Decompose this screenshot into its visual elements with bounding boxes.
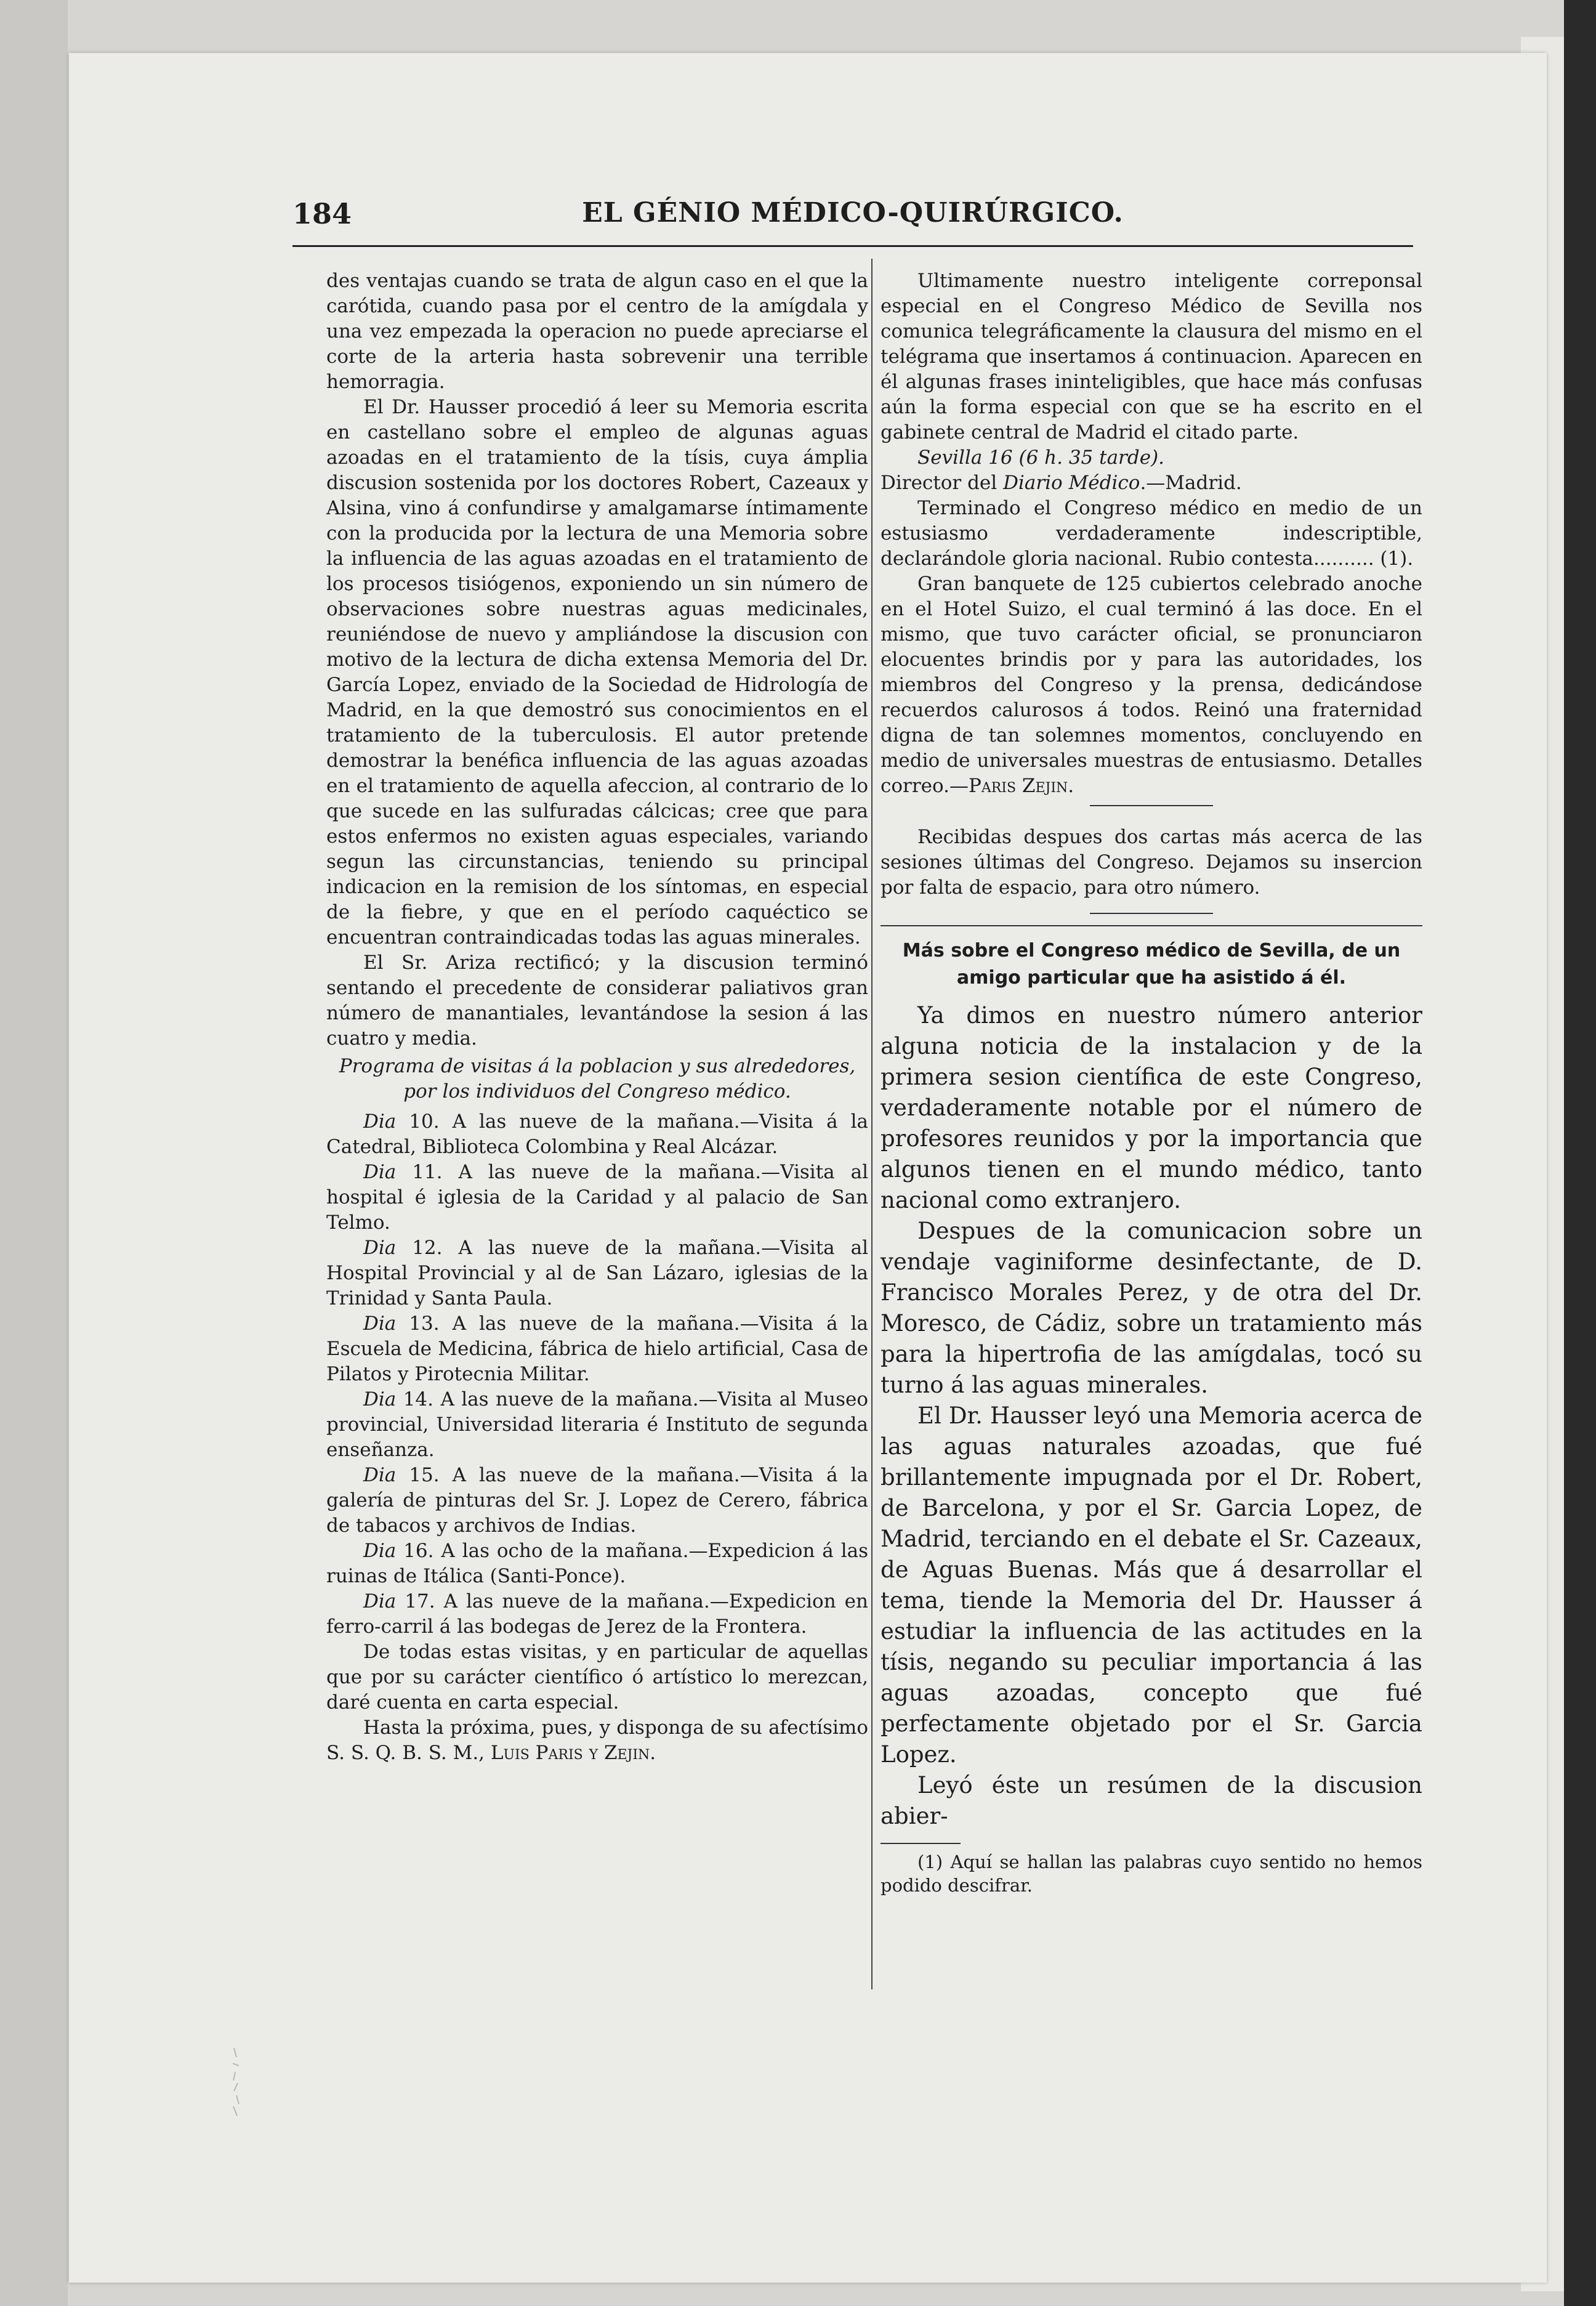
paragraph: El Sr. Ariza rectificó; y la discusion terminó sentando el precedente de considerar paliativos gran número de manantiales, levantándose la sesion á las cuatro y media. (326, 952, 868, 1050)
intro-paragraph: Ultimamente nuestro inteligente correponsal especial en el Congreso Médico de Sevilla nos comunica telegráficamente la clausura del mismo en el telégrama que insertamos á continuacion. Aparecen en él algunas frases ininteligibles, que hace más confusas aún la forma especial con que se ha escrito en el gabinete central de Madrid el citado parte. (881, 270, 1422, 443)
day-number: 16. (403, 1540, 434, 1562)
telegram-date: Sevilla 16 (6 h. 35 tarde). (917, 447, 1165, 469)
section-title: Más sobre el Congreso médico de Sevilla, de un amigo particular que ha asistido á él. (902, 940, 1401, 989)
program-day-12 (326, 1236, 868, 1311)
day-text: A las nueve de la mañana.—Visita á la Escuela de Medicina, fábrica de hielo artificial, Casa de Pilatos y Pirotecnia Militar. (326, 1313, 868, 1385)
closing-line (326, 1715, 868, 1766)
telegram-text: Gran banquete de 125 cubiertos celebrado anoche en el Hotel Suizo, el cual terminó á las doce. En el mismo, que tuvo carácter oficial, se pronunciaron elocuentes brindis por y para las autoridades, los miembros del Congreso y la prensa, dedicándose recuerdos calurosos á todos. Reinó una fraternidad digna de tan solemnes momentos, concluyendo en medio de universales muestras de entusiasmo. Detalles correo.— (881, 573, 1422, 797)
journal-title: EL GÉNIO MÉDICO-QUIRÚRGICO. (582, 197, 1124, 229)
paragraph: De todas estas visitas, y en particular de aquellas que por su carácter científico ó artístico lo merezcan, daré cuenta en carta especial. (326, 1641, 868, 1713)
program-day-15 (326, 1463, 868, 1539)
page-header (292, 197, 1413, 238)
day-number: 15. (409, 1464, 440, 1486)
program-day-14 (326, 1387, 868, 1463)
day-text: A las nueve de la mañana.—Expedicion en ferro-carril á las bodegas de Jerez de la Frontera. (326, 1590, 868, 1638)
scan-left-margin (0, 0, 68, 2306)
day-number: 12. (412, 1237, 443, 1259)
day-text: A las ocho de la mañana.—Expedicion á las ruinas de Itálica (Santi-Ponce). (326, 1540, 868, 1587)
telegram-paragraph (881, 572, 1422, 799)
day-number: 13. (409, 1313, 440, 1335)
footnote-rule (881, 1843, 961, 1844)
day-number: 10. (409, 1111, 440, 1133)
program-title: Programa de visitas á la poblacion y sus alrededores, por los individuos del Congreso médico. (339, 1055, 856, 1102)
right-column (881, 269, 1422, 1897)
telegram-signature: Paris Zejin. (968, 775, 1074, 797)
paragraph: des ventajas cuando se trata de algun caso en el que la carótida, cuando pasa por el centro de la amígdala y una vez empezada la operacion no puede apreciarse el corte de la arteria hasta sobrevenir una terrible hemorragia. (326, 270, 868, 393)
day-label: Dia (363, 1237, 397, 1259)
day-label: Dia (363, 1388, 397, 1410)
column-divider (871, 259, 873, 1989)
scan-right-border (1564, 0, 1596, 2306)
day-number: 14. (403, 1388, 434, 1410)
day-text: A las nueve de la mañana.—Visita á la galería de pinturas del Sr. J. Lopez de Cerero, fábrica de tabacos y archivos de Indias. (326, 1464, 868, 1537)
section-rule (881, 925, 1422, 926)
received-note: Recibidas despues dos cartas más acerca de las sesiones últimas del Congreso. Dejamos su insercion por falta de espacio, para otro número. (881, 826, 1422, 899)
day-label: Dia (363, 1464, 397, 1486)
ink-mark (228, 2045, 252, 2119)
section-paragraph: Ya dimos en nuestro número anterior alguna noticia de la instalacion y de la primera sesion científica de este Congreso, verdaderamente notable por el número de profesores reunidos y por la importancia que algunos tienen en el mundo médico, tanto nacional como extranjero. (881, 1002, 1422, 1213)
page-number: 184 (292, 197, 352, 230)
header-rule (292, 245, 1413, 247)
program-day-13 (326, 1311, 868, 1387)
day-label: Dia (363, 1111, 397, 1133)
addressee-suffix: .—Madrid. (1140, 472, 1242, 494)
program-day-17 (326, 1589, 868, 1640)
day-number: 17. (405, 1590, 435, 1612)
left-column (326, 269, 868, 1766)
section-paragraph: El Dr. Hausser leyó una Memoria acerca de las aguas naturales azoadas, que fué brillantemente impugnada por el Dr. Robert, de Barcelona, y por el Sr. Garcia Lopez, de Madrid, terciando en el debate el Sr. Cazeaux, de Aguas Buenas. Más que á desarrollar el tema, tiende la Memoria del Dr. Hausser á estudiar la influencia de las actitudes en la tísis, negando su peculiar importancia á las aguas azoadas, concepto que fué perfectamente objetado por el Sr. Garcia Lopez. (881, 1402, 1422, 1768)
day-text: A las nueve de la mañana.—Visita al hospital é iglesia de la Caridad y al palacio de San Telmo. (326, 1161, 868, 1234)
day-label: Dia (363, 1590, 397, 1612)
program-day-10 (326, 1109, 868, 1160)
section-paragraph: Despues de la comunicacion sobre un vendaje vaginiforme desinfectante, de D. Francisco Morales Perez, y de otra del Dr. Moresco, de Cádiz, sobre un tratamiento más para la hipertrofia de las amígdalas, tocó su turno á las aguas minerales. (881, 1218, 1422, 1398)
day-text: A las nueve de la mañana.—Visita á la Catedral, Biblioteca Colombina y Real Alcázar. (326, 1111, 868, 1158)
day-label: Dia (363, 1313, 397, 1335)
day-label: Dia (363, 1161, 397, 1183)
section-paragraph: Leyó éste un resúmen de la discusion abier- (881, 1772, 1422, 1829)
separator-rule (1090, 913, 1213, 914)
day-text: A las nueve de la mañana.—Visita al Hospital Provincial y al de San Lázaro, iglesias de la Trinidad y Santa Paula. (326, 1237, 868, 1309)
paragraph: El Dr. Hausser procedió á leer su Memoria escrita en castellano sobre el empleo de algunas aguas azoadas en el tratamiento de la tísis, cuya ámplia discusion sostenida por los doctores Robert, Cazeaux y Alsina, vino á confundirse y amalgamarse íntimamente con la producida por la lectura de una Memoria sobre la influencia de las aguas azoadas en el tratamiento de los procesos tisiógenos, exponiendo un sin número de observaciones sobre nuestras aguas medicinales, reuniéndose de nuevo y ampliándose la discusion con motivo de la lectura de dicha extensa Memoria del Dr. García Lopez, enviado de la Sociedad de Hidrología de Madrid, en la que demostró sus conocimientos en el tratamiento de la tuberculosis. El autor pretende demostrar la benéfica influencia de las aguas azoadas en el tratamiento de aquella afeccion, al contrario de lo que sucede en las sulfuradas cálcicas; cree que para estos enfermos no existen aguas especiales, variando segun las circunstancias, teniendo su principal indicacion en la remision de los síntomas, en especial de la fiebre, y que en el período caquéctico se encuentran contraindicadas todas las aguas minerales. (326, 396, 868, 949)
addressee-prefix: Director del (881, 472, 997, 494)
closing-text: Hasta la próxima, pues, y disponga de su afectísimo S. S. Q. B. S. M., (326, 1717, 868, 1764)
day-text: A las nueve de la mañana.—Visita al Museo provincial, Universidad literaria é Instituto de segunda enseñanza. (326, 1388, 869, 1461)
footnote: (1) Aquí se hallan las palabras cuyo sentido no hemos podido descifrar. (881, 1851, 1422, 1896)
addressee-journal: Diario Médico (1003, 472, 1140, 494)
telegram-place-date (881, 445, 1422, 471)
telegram-paragraph: Terminado el Congreso médico en medio de un estusiasmo verdaderamente indescriptible, declarándole gloria nacional. Rubio contesta.......... (1). (881, 497, 1422, 570)
program-day-11 (326, 1160, 868, 1236)
day-number: 11. (412, 1161, 443, 1183)
day-label: Dia (363, 1540, 397, 1562)
program-day-16 (326, 1539, 868, 1589)
separator-rule (1090, 805, 1213, 806)
signature: Luis Paris y Zejin. (490, 1742, 656, 1764)
telegram-addressee (881, 471, 1422, 496)
